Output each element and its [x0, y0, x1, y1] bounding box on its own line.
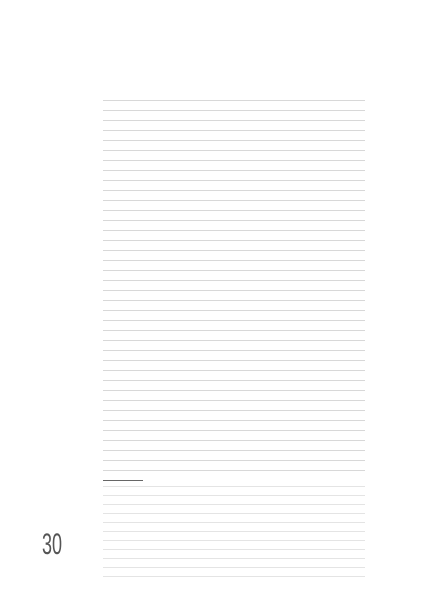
page-number: 30	[42, 528, 63, 561]
body-text-block	[103, 100, 365, 472]
footnote-rule	[103, 480, 143, 481]
footnote-block	[103, 486, 365, 584]
